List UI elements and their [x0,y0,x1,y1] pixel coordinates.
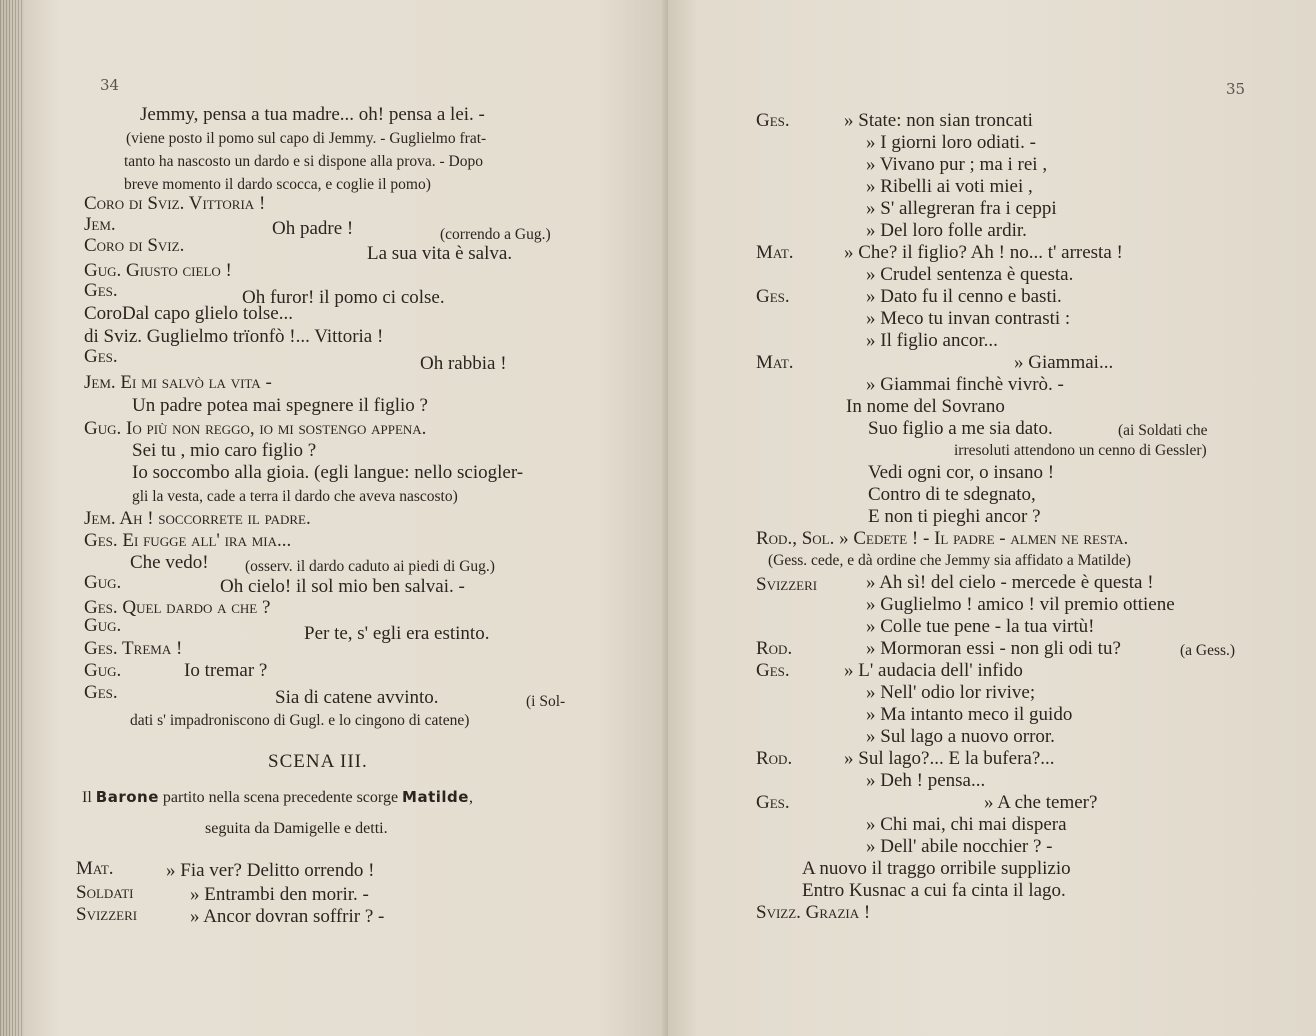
text-line: irresoluti attendono un cenno di Gessler) [954,442,1207,459]
text-line: » Ancor dovran soffrir ? - [190,906,385,927]
text-line: E non ti pieghi ancor ? [868,506,1041,527]
text-line: Gug. Giusto cielo ! [84,260,232,281]
text-line: Ges. Trema ! [84,638,183,659]
text-line: Svizzeri [756,574,818,595]
text-line: (a Gess.) [1180,642,1236,659]
text-line: Ges. [756,110,790,131]
text-line: Mat. [756,242,794,263]
text-line: A nuovo il traggo orribile supplizio [802,858,1071,879]
text-line: » Fia ver? Delitto orrendo ! [166,860,375,881]
text-line: Oh furor! il pomo ci colse. [242,287,445,308]
page-number: 35 [1226,80,1246,98]
scene-intro-character: Matilde [402,788,469,806]
text-line: Jem. Ei mi salvò la vita - [84,372,272,393]
text-line: » Che? il figlio? Ah ! no... t' arresta ! [844,242,1123,263]
text-line: Io soccombo alla gioia. (egli langue: nello sciogler- [132,462,524,483]
scene-intro-character: Barone [95,788,159,806]
text-line: Gug. Io più non reggo, io mi sostengo appena. [84,418,427,439]
text-line: (i Sol- [526,693,566,710]
text-line: CoroDal capo glielo tolse... [84,303,293,324]
text-line: Contro di te sdegnato, [868,484,1036,505]
text-line: Un padre potea mai spegnere il figlio ? [132,395,428,416]
scene-intro [82,786,473,809]
scene-intro-text: partito nella scena precedente scorge [162,789,399,806]
text-line: Rod., Sol. » Cedete ! - Il padre - almen ne resta. [756,528,1129,549]
text-line: In nome del Sovrano [846,396,1005,417]
text-line: Jem. Ah ! soccorrete il padre. [84,508,311,529]
text-line: Coro di Sviz. Vittoria ! [84,193,266,214]
text-line: » Guglielmo ! amico ! vil premio ottiene [866,594,1175,615]
text-line: » Colle tue pene - la tua virtù! [866,616,1095,637]
text-line: Gug. [84,660,122,681]
text-line: (osserv. il dardo caduto ai piedi di Gug.) [245,558,495,575]
text-line: » Giammai finchè vivrò. - [866,374,1064,395]
text-line: » Deh ! pensa... [866,770,986,791]
text-line: » Vivano pur ; ma i rei , [866,154,1048,175]
text-line: » Ah sì! del cielo - mercede è questa ! [866,572,1154,593]
text-line: Ges. Quel dardo a che ? [84,597,271,618]
text-line: » L' audacia dell' infido [844,660,1023,681]
text-line: » Giammai... [1014,352,1114,373]
text-line: » Sul lago?... E la bufera?... [844,748,1055,769]
text-line: » Del loro folle ardir. [866,220,1027,241]
text-line: Ges. [756,286,790,307]
text-line: » State: non sian troncati [844,110,1033,131]
text-line: » Mormoran essi - non gli odi tu? [866,638,1121,659]
text-line: » Crudel sentenza è questa. [866,264,1074,285]
text-line: » Dell' abile nocchier ? - [866,836,1053,857]
page-number: 34 [100,76,120,94]
scene-intro-text: Il [82,789,92,806]
text-line: tanto ha nascosto un dardo e si dispone alla prova. - Dopo [124,153,483,170]
scene-intro-line2: seguita da Damigelle e detti. [205,820,388,837]
text-line: Ges. [84,682,118,703]
text-line: Vedi ogni cor, o insano ! [868,462,1055,483]
text-line: » Entrambi den morir. - [190,884,369,905]
scene-intro-text: , [468,789,473,806]
text-line: Jemmy, pensa a tua madre... oh! pensa a lei. - [140,104,485,125]
text-line: Mat. [76,858,114,879]
text-line: Jem. [84,214,116,235]
text-line: La sua vita è salva. [367,243,513,264]
text-line: » Il figlio ancor... [866,330,998,351]
text-line: Mat. [756,352,794,373]
text-line: di Sviz. Guglielmo trïonfò !... Vittoria ! [84,326,384,347]
text-line: Ges. [756,792,790,813]
text-line: Ges. [84,280,118,301]
text-line: » Ma intanto meco il guido [866,704,1073,725]
text-line: gli la vesta, cade a terra il dardo che aveva nascosto) [132,488,458,505]
text-line: Oh padre ! [272,218,354,239]
text-line: Gug. [84,572,122,593]
text-line: Ges. [756,660,790,681]
text-line: Soldati [76,882,134,903]
page-edge [0,0,24,1036]
text-line: Oh cielo! il sol mio ben salvai. - [220,576,465,597]
text-line: » Nell' odio lor rivive; [866,682,1036,703]
text-line: » Meco tu invan contrasti : [866,308,1071,329]
text-line: Suo figlio a me sia dato. [868,418,1053,439]
text-line: Che vedo! [130,552,209,573]
text-line: SCENA III. [268,751,368,772]
text-line: » Chi mai, chi mai dispera [866,814,1067,835]
text-line: Per te, s' egli era estinto. [304,623,490,644]
text-line: » A che temer? [984,792,1098,813]
text-line: Sia di catene avvinto. [275,687,439,708]
text-line: Entro Kusnac a cui fa cinta il lago. [802,880,1066,901]
text-line: Ges. Ei fugge all' ira mia... [84,530,292,551]
text-line: (viene posto il pomo sul capo di Jemmy. - Guglielmo frat- [126,130,487,147]
text-line: » Sul lago a nuovo orror. [866,726,1055,747]
text-line: » I giorni loro odiati. - [866,132,1036,153]
text-line: dati s' impadroniscono di Gugl. e lo cingono di catene) [130,712,470,729]
text-line: » Ribelli ai voti miei , [866,176,1033,197]
text-line: » S' allegreran fra i ceppi [866,198,1057,219]
text-line: (correndo a Gug.) [440,226,551,243]
text-line: Sei tu , mio caro figlio ? [132,440,317,461]
text-line: Coro di Sviz. [84,235,185,256]
text-line: Rod. [756,748,793,769]
text-line: Ges. [84,346,118,367]
text-line: (ai Soldati che [1118,422,1208,439]
text-line: Gug. [84,615,122,636]
text-line: Svizzeri [76,904,138,925]
text-line: breve momento il dardo scocca, e coglie il pomo) [124,176,431,193]
text-line: Io tremar ? [184,660,268,681]
text-line: Svizz. Grazia ! [756,902,871,923]
text-line: Rod. [756,638,793,659]
text-line: Oh rabbia ! [420,353,507,374]
text-line: » Dato fu il cenno e basti. [866,286,1062,307]
right-page [668,0,1316,1036]
text-line: (Gess. cede, e dà ordine che Jemmy sia affidato a Matilde) [768,552,1131,569]
